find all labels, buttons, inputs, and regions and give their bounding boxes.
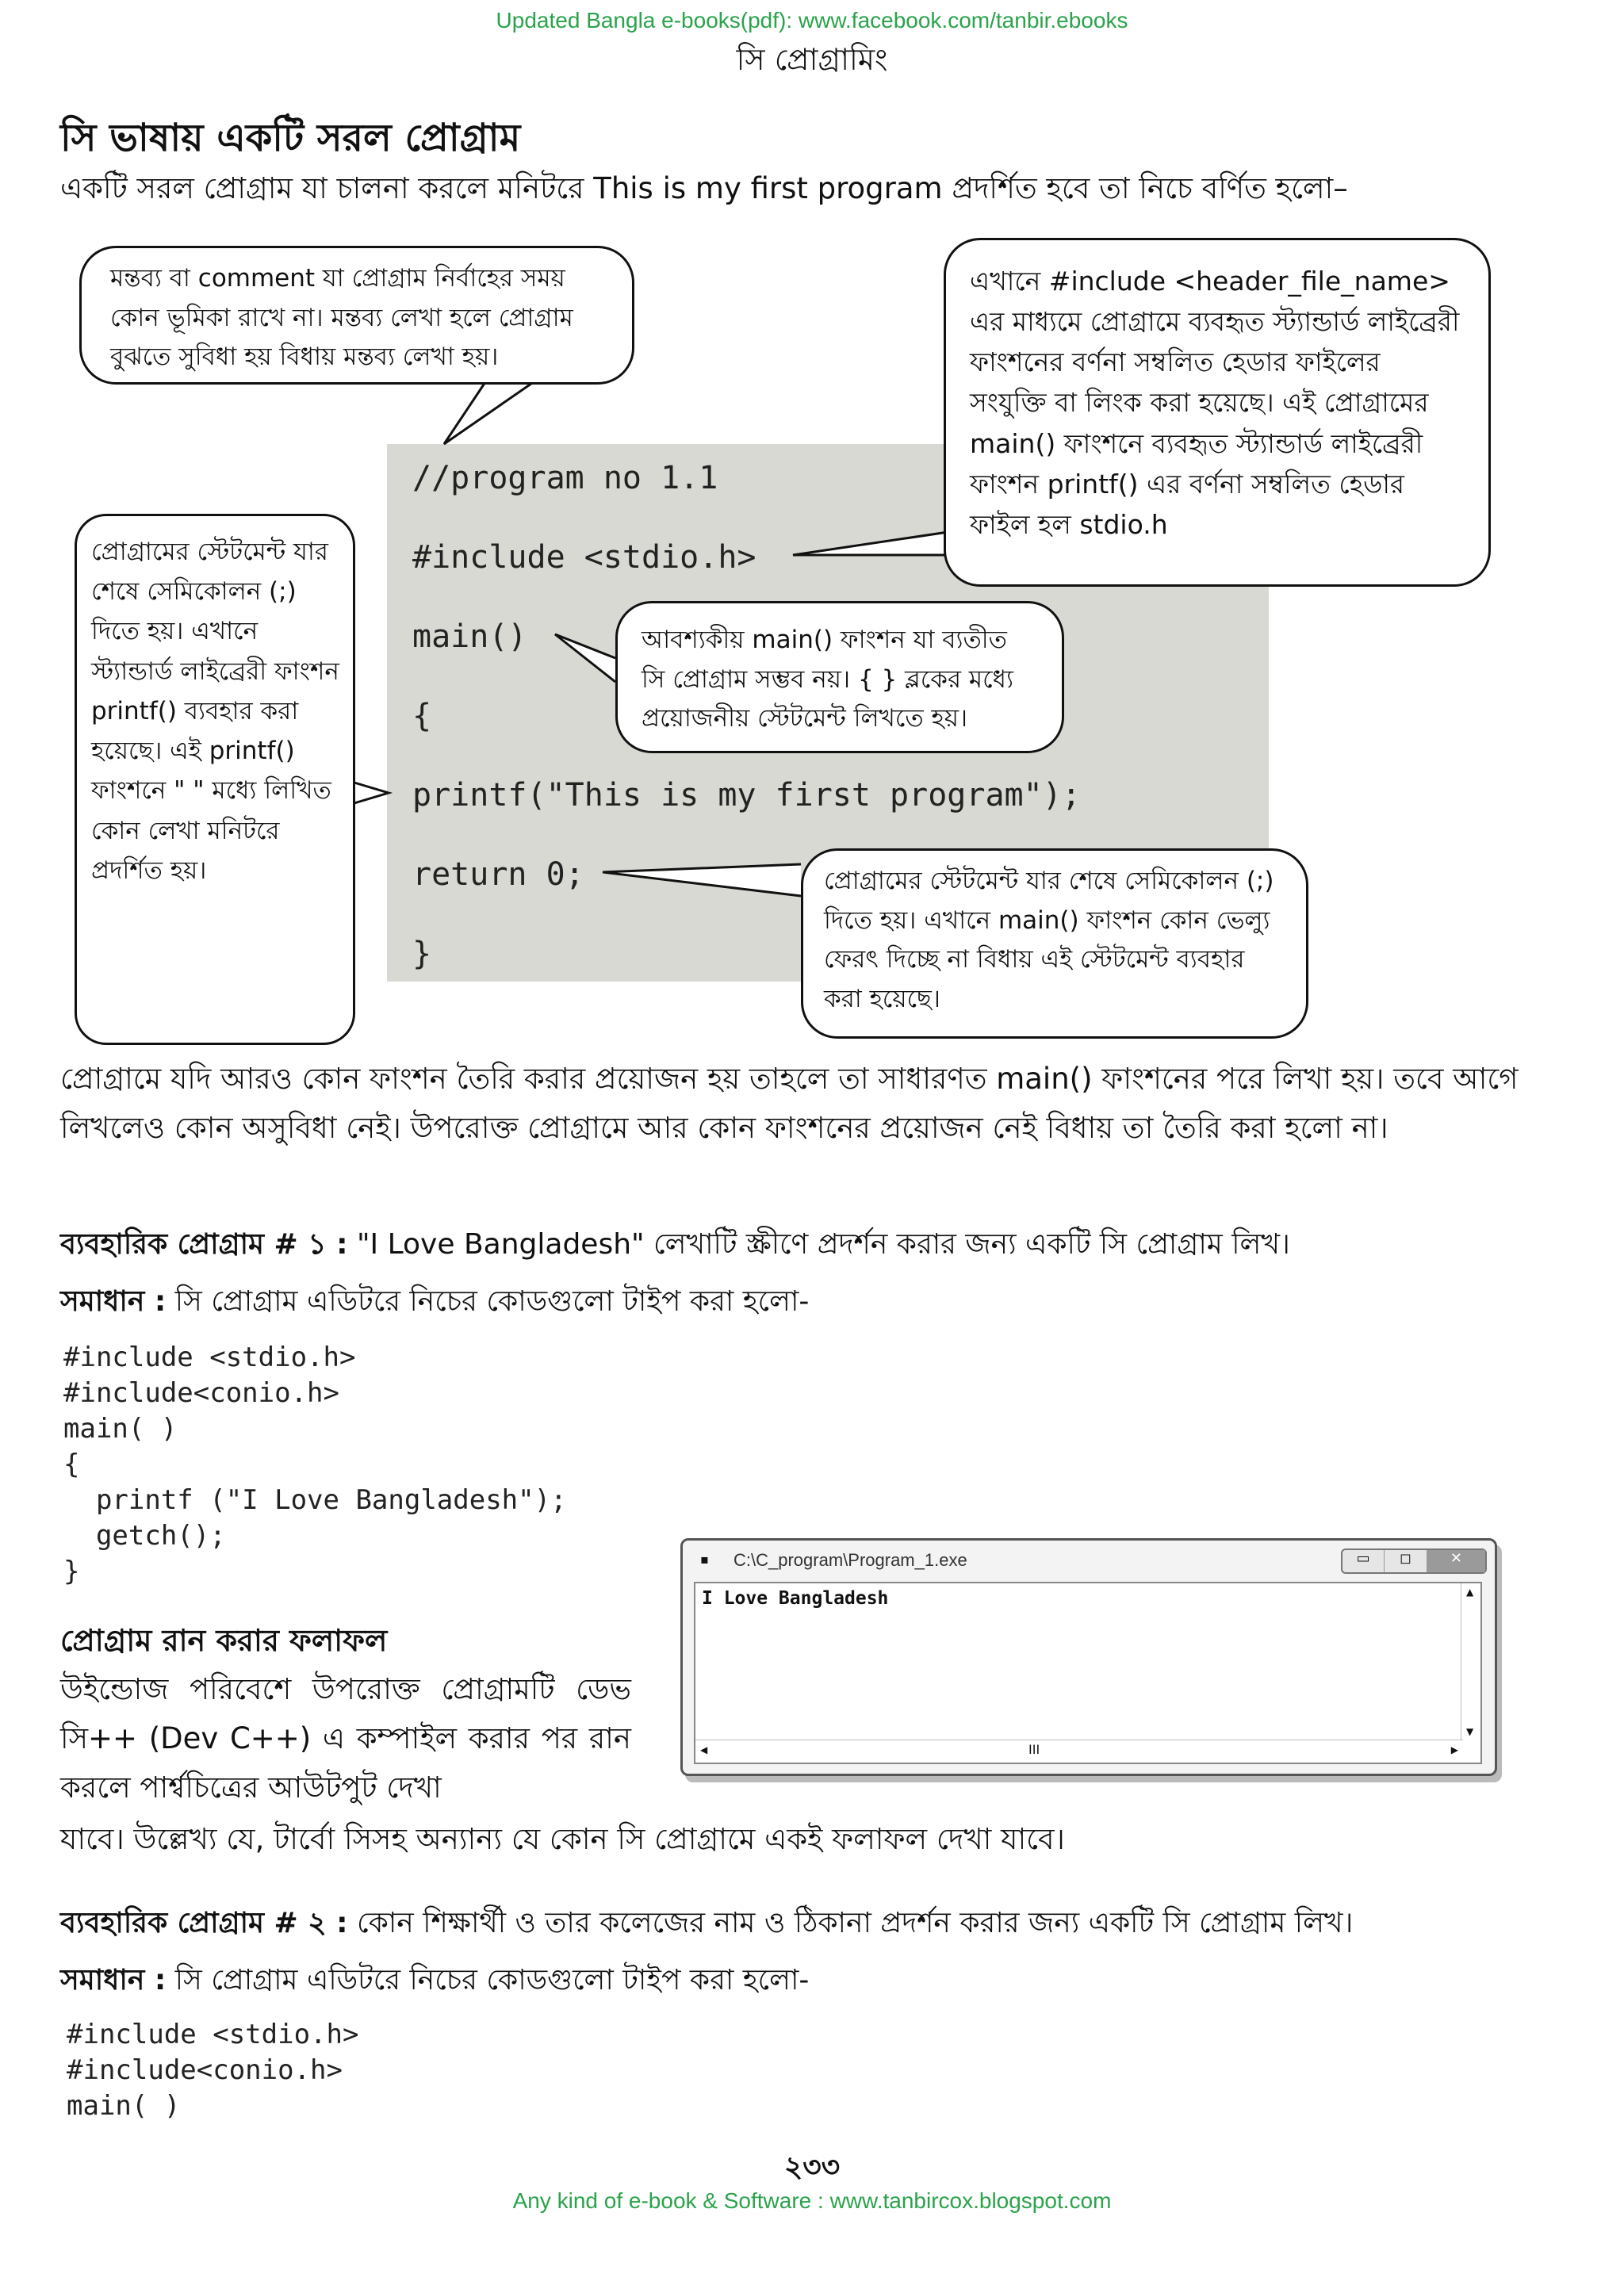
practical2-solution-text: সি প্রোগ্রাম এডিটরে নিচের কোডগুলো টাইপ করা হলো-	[174, 1964, 810, 1996]
code-line-include: #include <stdio.h>	[412, 539, 756, 576]
practical2-solution	[60, 1958, 809, 2006]
callout-include: এখানে #include <header_file_name> এর মাধ্যমে প্রোগ্রামে ব্যবহৃত স্ট্যান্ডার্ড লাইব্রেরী ফাংশনের বর্ণনা সম্বলিত হেডার ফাইলের সংযুক্তি বা লিংক করা হয়েছে। এই প্রোগ্রামের main() ফাংশনে ব্যবহৃত স্ট্যান্ডার্ড লাইব্রেরী ফাংশন printf() এর বর্ণনা সম্বলিত হেডার ফাইল হল stdio.h	[944, 238, 1491, 587]
window-controls	[1341, 1548, 1487, 1574]
code-line-open-brace: {	[412, 698, 432, 734]
running-title: সি প্রোগ্রামিং	[736, 42, 888, 77]
practical1-question	[60, 1223, 1583, 1270]
code-line-main: main()	[412, 618, 527, 655]
scroll-left-arrow-icon[interactable]: ◀	[700, 1744, 708, 1755]
console-window	[680, 1538, 1497, 1776]
header-promo-link[interactable]: Updated Bangla e-books(pdf): www.facebook.com/tanbir.ebooks	[496, 8, 1128, 33]
scroll-up-arrow-icon[interactable]: ▲	[1466, 1587, 1474, 1598]
practical1-solution-label: সমাধান :	[60, 1285, 167, 1318]
result-text-continued: যাবে। উল্লেখ্য যে, টার্বো সিসহ অন্যান্য যে কোন সি প্রোগ্রামে একই ফলাফল দেখা যাবে।	[60, 1822, 1065, 1856]
callout-return: প্রোগ্রামের স্টেটমেন্ট যার শেষে সেমিকোলন (;) দিতে হয়। এখানে main() ফাংশন কোন ভেল্যু ফেরৎ দিচ্ছে না বিধায় এই স্টেটমেন্ট ব্যবহার করা হয়েছে।	[801, 848, 1308, 1039]
practical1-code: #include <stdio.h> #include<conio.h> main( ) { printf ("I Love Bangladesh"); getch(); }	[63, 1342, 567, 1587]
page-number: ২৩৩	[783, 2151, 841, 2184]
code-line-return: return 0;	[412, 856, 584, 893]
practical1-text: "I Love Bangladesh" লেখাটি স্ক্রীণে প্রদর্শন করার জন্য একটি সি প্রোগ্রাম লিখ।	[356, 1228, 1290, 1261]
console-output-text: I Love Bangladesh	[702, 1588, 889, 1609]
code-line-printf: printf("This is my first program");	[412, 777, 1081, 813]
scroll-right-arrow-icon[interactable]: ▶	[1450, 1744, 1458, 1755]
console-titlebar	[683, 1541, 1495, 1582]
practical2-label: ব্যবহারিক প্রোগ্রাম # ২ :	[60, 1907, 348, 1939]
console-title: C:\C_program\Program_1.exe	[733, 1550, 967, 1570]
practical1-solution	[60, 1280, 809, 1327]
code-line-comment: //program no 1.1	[412, 460, 718, 496]
practical2-question	[60, 1901, 1583, 1949]
scroll-down-arrow-icon[interactable]: ▼	[1466, 1726, 1474, 1737]
footer-promo-link[interactable]: Any kind of e-book & Software : www.tanbircox.blogspot.com	[512, 2188, 1112, 2213]
result-text: উইন্ডোজ পরিবেশে উপরোক্ত প্রোগ্রামটি ডেভ সি++ (Dev C++) এ কম্পাইল করার পর রান করলে পার্শ্বচিত্রের আউটপুট দেখা	[60, 1672, 631, 1805]
section-title: সি ভাষায় একটি সরল প্রোগ্রাম	[60, 116, 521, 160]
close-button[interactable]: ✕	[1427, 1550, 1485, 1572]
practical1-solution-text: সি প্রোগ্রাম এডিটরে নিচের কোডগুলো টাইপ করা হলো-	[174, 1285, 810, 1318]
code-line-close-brace: }	[412, 936, 432, 972]
scroll-thumb[interactable]: III	[1028, 1742, 1040, 1757]
practical2-code: #include <stdio.h> #include<conio.h> main( )	[67, 2019, 359, 2122]
result-heading: প্রোগ্রাম রান করার ফলাফল	[60, 1623, 388, 1658]
callout-main: আবশ্যকীয় main() ফাংশন যা ব্যতীত সি প্রোগ্রাম সম্ভব নয়। { } ব্লকের মধ্যে প্রয়োজনীয় স্টেটমেন্ট লিখতে হয়।	[615, 601, 1064, 753]
paragraph-function-order: প্রোগ্রামে যদি আরও কোন ফাংশন তৈরি করার প্রয়োজন হয় তাহলে তা সাধারণত main() ফাংশনের পরে লিখা হয়। তবে আগে লিখলেও কোন অসুবিধা নেই। উপরোক্ত প্রোগ্রামে আর কোন ফাংশনের প্রয়োজন নেই বিধায় তা তৈরি করা হলো না।	[60, 1062, 1519, 1145]
callout-statement: প্রোগ্রামের স্টেটমেন্ট যার শেষে সেমিকোলন (;) দিতে হয়। এখানে স্ট্যান্ডার্ড লাইব্রেরী ফাংশন printf() ব্যবহার করা হয়েছে। এই printf() ফাংশনে " " মধ্যে লিখিত কোন লেখা মনিটরে প্রদর্শিত হয়।	[75, 514, 355, 1045]
console-output-area	[694, 1582, 1482, 1764]
section-intro: একটি সরল প্রোগ্রাম যা চালনা করলে মনিটরে This is my first program প্রদর্শিত হবে তা নিচে বর্ণিত হলো–	[60, 171, 1348, 205]
practical1-label: ব্যবহারিক প্রোগ্রাম # ১ :	[60, 1228, 348, 1261]
console-app-icon: ▪	[700, 1552, 709, 1567]
practical2-solution-label: সমাধান :	[60, 1964, 167, 1996]
vertical-scrollbar[interactable]	[1461, 1583, 1480, 1740]
minimize-button[interactable]: ▭	[1342, 1550, 1385, 1572]
maximize-button[interactable]: ◻	[1385, 1550, 1427, 1572]
practical2-text: কোন শিক্ষার্থী ও তার কলেজের নাম ও ঠিকানা প্রদর্শন করার জন্য একটি সি প্রোগ্রাম লিখ।	[357, 1907, 1354, 1939]
horizontal-scrollbar[interactable]	[695, 1740, 1463, 1763]
callout-comment: মন্তব্য বা comment যা প্রোগ্রাম নির্বাহের সময় কোন ভূমিকা রাখে না। মন্তব্য লেখা হলে প্রোগ্রাম বুঝতে সুবিধা হয় বিধায় মন্তব্য লেখা হয়।	[79, 246, 634, 385]
